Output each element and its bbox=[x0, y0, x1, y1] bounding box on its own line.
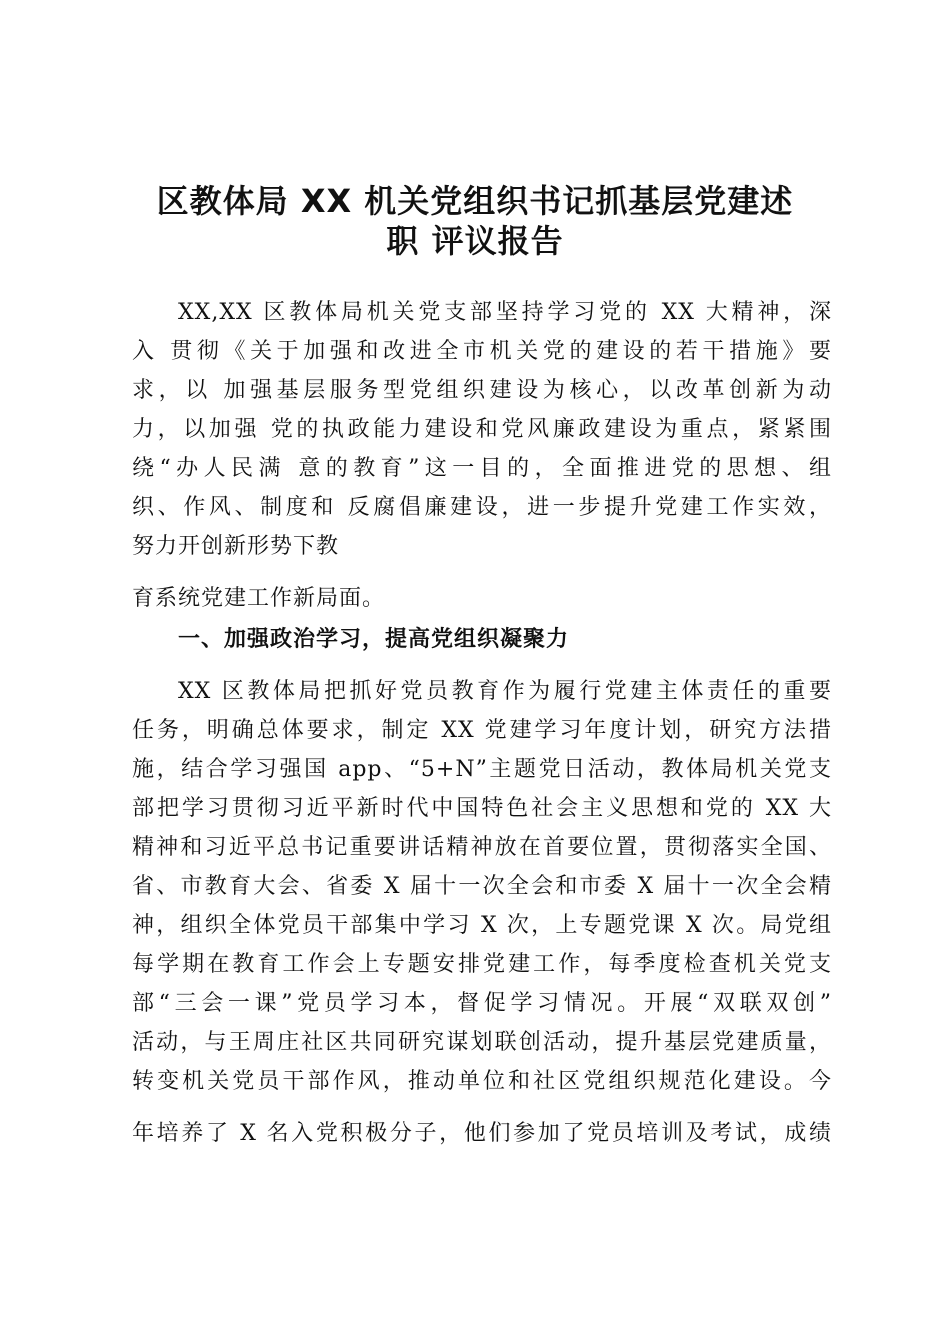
paragraph-line: 求，以 加强基层服务型党组织建设为核心，以改革创新为动 bbox=[132, 378, 832, 403]
paragraph-line: 转变机关党员干部作风，推动单位和社区党组织规范化建设。今 bbox=[132, 1069, 832, 1094]
paragraph-line: XX 区教体局把抓好党员教育作为履行党建主体责任的重要 bbox=[178, 679, 832, 704]
paragraph-line: XX,XX 区教体局机关党支部坚持学习党的 XX 大精神，深 bbox=[178, 300, 832, 325]
paragraph-line: 精神和习近平总书记重要讲话精神放在首要位置，贯彻落实全国、 bbox=[132, 835, 832, 860]
paragraph-line: 入 贯彻《关于加强和改进全市机关党的建设的若干措施》要 bbox=[132, 339, 832, 364]
paragraph-line: 织、作风、制度和 反腐倡廉建设，进一步提升党建工作实效， bbox=[132, 495, 832, 520]
paragraph-line: 绕“办人民满 意的教育”这一目的，全面推进党的思想、组 bbox=[132, 456, 832, 481]
paragraph-line: 部把学习贯彻习近平新时代中国特色社会主义思想和党的 XX 大 bbox=[132, 796, 832, 821]
paragraph-line: 神，组织全体党员干部集中学习 X 次，上专题党课 X 次。局党组 bbox=[132, 913, 832, 938]
paragraph-line: 活动，与王周庄社区共同研究谋划联创活动，提升基层党建质量， bbox=[132, 1030, 832, 1055]
section-heading: 一、加强政治学习，提高党组织凝聚力 bbox=[178, 627, 570, 652]
paragraph-line: 部“三会一课”党员学习本，督促学习情况。开展“双联双创” bbox=[132, 991, 832, 1016]
paragraph-line: 育系统党建工作新局面。 bbox=[132, 586, 386, 611]
paragraph-line: 年培养了 X 名入党积极分子，他们参加了党员培训及考试，成绩 bbox=[132, 1121, 832, 1146]
document-title-line-1: 区教体局 XX 机关党组织书记抓基层党建述 bbox=[156, 182, 794, 220]
paragraph-line: 任务，明确总体要求，制定 XX 党建学习年度计划，研究方法措 bbox=[132, 718, 832, 743]
paragraph-line: 施，结合学习强国 app、“5+N”主题党日活动，教体局机关党支 bbox=[132, 757, 832, 782]
paragraph-line: 力，以加强 党的执政能力建设和党风廉政建设为重点，紧紧围 bbox=[132, 417, 832, 442]
document-title-line-2: 职 评议报告 bbox=[386, 222, 564, 260]
paragraph-line: 每学期在教育工作会上专题安排党建工作，每季度检查机关党支 bbox=[132, 952, 832, 977]
paragraph-line: 努力开创新形势下教 bbox=[132, 534, 340, 559]
paragraph-line: 省、市教育大会、省委 X 届十一次全会和市委 X 届十一次全会精 bbox=[132, 874, 832, 899]
